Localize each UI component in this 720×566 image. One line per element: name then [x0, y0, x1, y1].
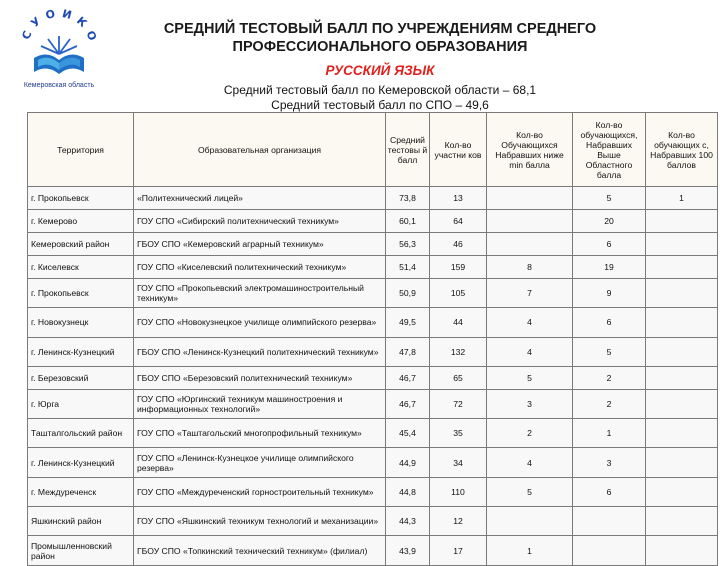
cell-participants: 13 — [430, 187, 487, 210]
cell-avg: 44,8 — [386, 477, 430, 506]
cell-organization: ГОУ СПО «Новокузнецкое училище олимпийского резерва» — [134, 308, 386, 337]
cell-below-min: 3 — [487, 389, 573, 418]
title-line-2: ПРОФЕССИОНАЛЬНОГО ОБРАЗОВАНИЯ — [232, 39, 528, 55]
cell-below-min: 4 — [487, 308, 573, 337]
cell-territory: г. Междуреченск — [28, 477, 134, 506]
table-row — [28, 536, 718, 565]
cell-territory: г. Киселевск — [28, 256, 134, 279]
cell-avg: 60,1 — [386, 210, 430, 233]
cell-organization: ГБОУ СПО «Кемеровский аграрный техникум» — [134, 233, 386, 256]
cell-territory: г. Ленинск-Кузнецкий — [28, 337, 134, 366]
cell-organization: ГОУ СПО «Юргинский техникум машиностроения и информационных технологий» — [134, 389, 386, 418]
cell-participants: 35 — [430, 419, 487, 448]
cell-below-min: 5 — [487, 366, 573, 389]
cell-below-min — [487, 233, 573, 256]
table-row — [28, 308, 718, 337]
cell-territory: Промышленновский район — [28, 536, 134, 565]
logo — [14, 8, 104, 92]
cell-below-min: 7 — [487, 279, 573, 308]
cell-organization: ГБОУ СПО «Ленинск-Кузнецкий политехнический техникум» — [134, 337, 386, 366]
cell-above: 6 — [573, 233, 646, 256]
cell-participants: 105 — [430, 279, 487, 308]
cell-below-min — [487, 210, 573, 233]
cell-territory: г. Юрга — [28, 389, 134, 418]
col-below-min: Кол-во Обучающихся Набравших ниже min балла — [487, 113, 573, 187]
logo-arc-text: С У О И К О — [19, 8, 100, 44]
col-above-regional: Кол-во обучающихся, Набравших Выше Областного балла — [573, 113, 646, 187]
cell-participants: 64 — [430, 210, 487, 233]
cell-above: 20 — [573, 210, 646, 233]
cell-above: 5 — [573, 337, 646, 366]
cell-avg: 45,4 — [386, 419, 430, 448]
cell-hundred — [646, 279, 718, 308]
col-organization: Образовательная организация — [134, 113, 386, 187]
title-line-1: СРЕДНИЙ ТЕСТОВЫЙ БАЛЛ ПО УЧРЕЖДЕНИЯМ СРЕДНЕГО — [163, 21, 597, 37]
table-row — [28, 389, 718, 418]
cell-participants: 46 — [430, 233, 487, 256]
col-score-100: Кол-во обучающих с, Набравших 100 баллов — [646, 113, 718, 187]
cell-above: 6 — [573, 477, 646, 506]
table-row — [28, 366, 718, 389]
cell-hundred — [646, 233, 718, 256]
cell-participants: 65 — [430, 366, 487, 389]
cell-participants: 132 — [430, 337, 487, 366]
cell-below-min: 5 — [487, 477, 573, 506]
cell-avg: 46,7 — [386, 366, 430, 389]
cell-hundred — [646, 448, 718, 477]
cell-above — [573, 507, 646, 536]
cell-above: 2 — [573, 389, 646, 418]
cell-organization: ГОУ СПО «Прокопьевский электромашиностроительный техникум» — [134, 279, 386, 308]
table-row — [28, 210, 718, 233]
cell-organization: «Политехнический лицей» — [134, 187, 386, 210]
cell-above: 5 — [573, 187, 646, 210]
cell-territory: г. Березовский — [28, 366, 134, 389]
cell-organization: ГБОУ СПО «Топкинский технический техникум» (филиал) — [134, 536, 386, 565]
cell-participants: 34 — [430, 448, 487, 477]
cell-above: 9 — [573, 279, 646, 308]
subject-label: РУССКИЙ ЯЗЫК — [325, 63, 435, 78]
cell-below-min: 1 — [487, 536, 573, 565]
cell-organization: ГБОУ СПО «Березовский политехнический техникум» — [134, 366, 386, 389]
averages — [120, 83, 640, 113]
cell-territory: Кемеровский район — [28, 233, 134, 256]
table-row — [28, 337, 718, 366]
cell-hundred: 1 — [646, 187, 718, 210]
cell-avg: 43,9 — [386, 536, 430, 565]
cell-above: 1 — [573, 419, 646, 448]
table-header-row — [28, 113, 718, 187]
cell-hundred — [646, 419, 718, 448]
cell-avg: 73,8 — [386, 187, 430, 210]
cell-avg: 44,9 — [386, 448, 430, 477]
cell-avg: 47,8 — [386, 337, 430, 366]
cell-participants: 12 — [430, 507, 487, 536]
cell-territory: г. Прокопьевск — [28, 279, 134, 308]
cell-territory: Ташталгольский район — [28, 419, 134, 448]
table-row — [28, 233, 718, 256]
book-logo-icon — [14, 8, 104, 88]
cell-hundred — [646, 308, 718, 337]
table-row — [28, 477, 718, 506]
cell-participants: 72 — [430, 389, 487, 418]
cell-participants: 159 — [430, 256, 487, 279]
table-row — [28, 256, 718, 279]
table-row — [28, 448, 718, 477]
cell-below-min: 2 — [487, 419, 573, 448]
cell-participants: 44 — [430, 308, 487, 337]
col-territory: Территория — [28, 113, 134, 187]
col-participants: Кол-во участни ков — [430, 113, 487, 187]
cell-avg: 56,3 — [386, 233, 430, 256]
cell-territory: г. Прокопьевск — [28, 187, 134, 210]
cell-participants: 17 — [430, 536, 487, 565]
cell-territory: Яшкинский район — [28, 507, 134, 536]
table-row — [28, 419, 718, 448]
cell-territory: г. Ленинск-Кузнецкий — [28, 448, 134, 477]
cell-organization: ГОУ СПО «Яшкинский техникум технологий и механизации» — [134, 507, 386, 536]
cell-hundred — [646, 477, 718, 506]
cell-hundred — [646, 389, 718, 418]
page-title — [120, 20, 640, 56]
cell-hundred — [646, 366, 718, 389]
cell-above: 6 — [573, 308, 646, 337]
cell-participants: 110 — [430, 477, 487, 506]
region-average: Средний тестовый балл по Кемеровской области – 68,1 — [223, 83, 537, 97]
cell-avg: 50,9 — [386, 279, 430, 308]
cell-below-min — [487, 187, 573, 210]
cell-above: 3 — [573, 448, 646, 477]
cell-avg: 49,5 — [386, 308, 430, 337]
results-table — [27, 112, 718, 566]
cell-territory: г. Кемерово — [28, 210, 134, 233]
table-row — [28, 507, 718, 536]
cell-hundred — [646, 256, 718, 279]
cell-above — [573, 536, 646, 565]
cell-organization: ГОУ СПО «Ленинск-Кузнецкое училище олимпийского резерва» — [134, 448, 386, 477]
cell-hundred — [646, 536, 718, 565]
cell-territory: г. Новокузнецк — [28, 308, 134, 337]
cell-avg: 44,3 — [386, 507, 430, 536]
cell-organization: ГОУ СПО «Таштагольский многопрофильный техникум» — [134, 419, 386, 448]
cell-below-min — [487, 507, 573, 536]
table-row — [28, 187, 718, 210]
logo-caption: Кемеровская область — [23, 82, 95, 89]
spo-average: Средний тестовый балл по СПО – 49,6 — [271, 98, 489, 112]
cell-below-min: 4 — [487, 337, 573, 366]
cell-avg: 46,7 — [386, 389, 430, 418]
cell-below-min: 4 — [487, 448, 573, 477]
cell-below-min: 8 — [487, 256, 573, 279]
cell-avg: 51,4 — [386, 256, 430, 279]
table-row — [28, 279, 718, 308]
cell-organization: ГОУ СПО «Междуреченский горностроительный техникум» — [134, 477, 386, 506]
cell-above: 19 — [573, 256, 646, 279]
cell-organization: ГОУ СПО «Сибирский политехнический техникум» — [134, 210, 386, 233]
col-avg-score: Средний тестовы й балл — [386, 113, 430, 187]
cell-above: 2 — [573, 366, 646, 389]
cell-hundred — [646, 337, 718, 366]
cell-organization: ГОУ СПО «Киселевский политехнический техникум» — [134, 256, 386, 279]
cell-hundred — [646, 507, 718, 536]
cell-hundred — [646, 210, 718, 233]
